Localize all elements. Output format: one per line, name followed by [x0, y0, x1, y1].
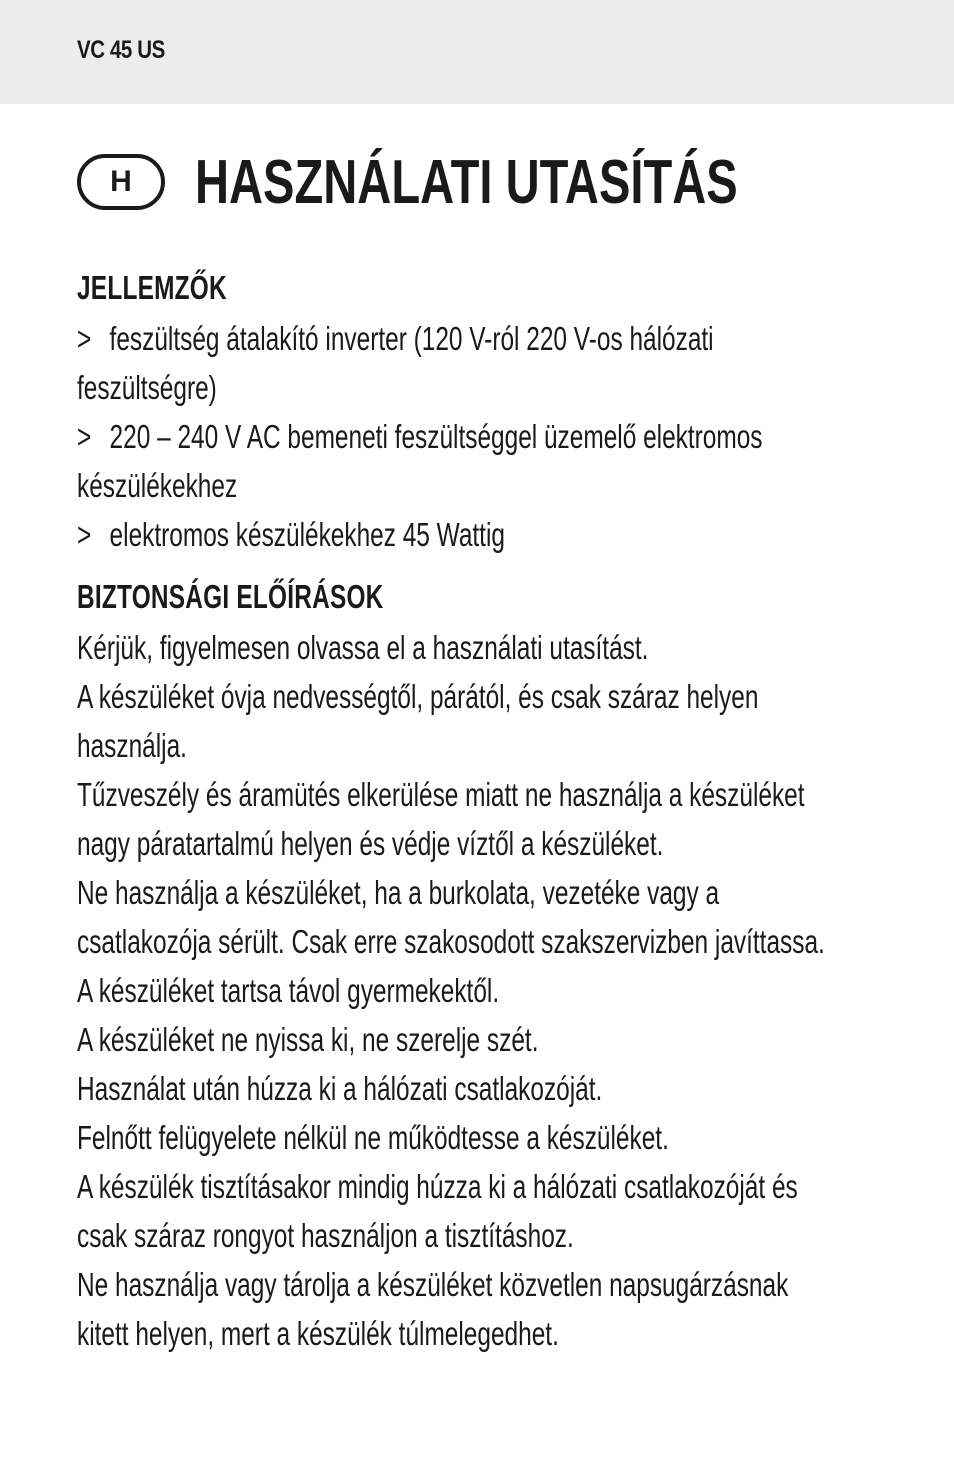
safety-line: kitett helyen, mert a készülék túlmelegedhet.: [77, 1315, 559, 1352]
feature-item-3-line1: elektromos készülékekhez 45 Wattig: [109, 516, 505, 553]
feature-item-1-cont: feszültségre): [77, 369, 217, 406]
safety-line: csak száraz rongyot használjon a tisztításhoz.: [77, 1217, 574, 1254]
title-row: [77, 142, 909, 222]
feature-item-2: [77, 412, 861, 461]
safety-line: A készüléket ne nyissa ki, ne szerelje szét.: [77, 1021, 539, 1058]
header-band: [0, 0, 954, 104]
feature-item-3: [77, 510, 861, 559]
feature-item-2-line1: 220 – 240 V AC bemeneti feszültséggel üzemelő elektromos: [109, 418, 763, 455]
safety-line: Tűzveszély és áramütés elkerülése miatt ne használja a készüléket: [77, 776, 805, 813]
bullet-marker: >: [77, 320, 92, 357]
manual-content: [77, 262, 861, 1358]
safety-heading: BIZTONSÁGI ELŐÍRÁSOK: [77, 578, 384, 615]
features-heading: JELLEMZŐK: [77, 269, 227, 306]
feature-item-1: [77, 314, 861, 363]
safety-line: Ne használja vagy tárolja a készüléket közvetlen napsugárzásnak: [77, 1266, 789, 1303]
safety-line: Kérjük, figyelmesen olvassa el a használati utasítást.: [77, 629, 649, 666]
safety-line: A készülék tisztításakor mindig húzza ki a hálózati csatlakozóját és: [77, 1168, 798, 1205]
safety-line: A készüléket tartsa távol gyermekektől.: [77, 972, 500, 1009]
safety-line: Használat után húzza ki a hálózati csatlakozóját.: [77, 1070, 603, 1107]
safety-line: használja.: [77, 727, 187, 764]
feature-item-1-line1: feszültség átalakító inverter (120 V-ról 220 V-os hálózati: [109, 320, 714, 357]
bullet-marker: >: [77, 418, 92, 455]
model-code: VC 45 US: [77, 36, 165, 64]
feature-item-2-cont: készülékekhez: [77, 467, 238, 504]
safety-line: csatlakozója sérült. Csak erre szakosodott szakszervizben javíttassa.: [77, 923, 825, 960]
page-title: HASZNÁLATI UTASÍTÁS: [195, 147, 738, 217]
safety-line: Felnőtt felügyelete nélkül ne működtesse a készüléket.: [77, 1119, 669, 1156]
safety-line: nagy páratartalmú helyen és védje víztől a készüléket.: [77, 825, 664, 862]
safety-line: A készüléket óvja nedvességtől, párától, és csak száraz helyen: [77, 678, 759, 715]
language-badge: H: [77, 154, 165, 210]
safety-line: Ne használja a készüléket, ha a burkolata, vezetéke vagy a: [77, 874, 720, 911]
bullet-marker: >: [77, 516, 92, 553]
